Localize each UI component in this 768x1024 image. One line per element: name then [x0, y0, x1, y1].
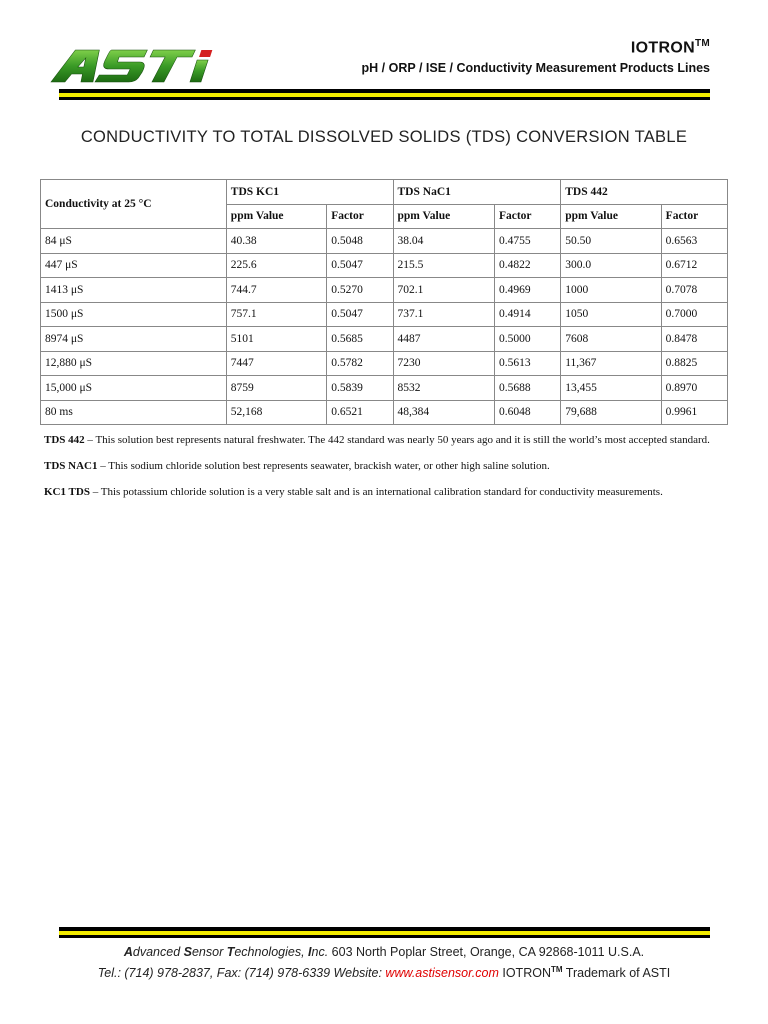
cell-kcl-factor: 0.5685 [327, 327, 393, 352]
note-kcl-tds: KC1 TDS – This potassium chloride solution is a very stable salt and is an international calibration standard for conductivity measurements. [44, 486, 663, 498]
cell-nacl-factor: 0.6048 [494, 400, 560, 425]
footer-contact-line: Tel.: (714) 978-2837, Fax: (714) 978-6339 Website: www.astisensor.com IOTRON™ Trademark of ASTI [97, 965, 671, 981]
subheader-factor: Factor [494, 204, 560, 229]
subheader-ppm: ppm Value [226, 204, 326, 229]
cell-442-ppm: 79,688 [561, 400, 661, 425]
cell-nacl-ppm: 8532 [393, 376, 494, 401]
cell-kcl-factor: 0.5047 [327, 253, 393, 278]
table-row [41, 302, 728, 327]
cell-nacl-ppm: 48,384 [393, 400, 494, 425]
cell-442-ppm: 50.50 [561, 229, 661, 254]
footer [0, 944, 768, 982]
cell-conductivity: 80 ms [41, 400, 227, 425]
footer-rule [59, 927, 710, 938]
subheader-ppm: ppm Value [393, 204, 494, 229]
brand-header [362, 38, 710, 75]
cell-kcl-ppm: 5101 [226, 327, 326, 352]
cell-conductivity: 12,880 μS [41, 351, 227, 376]
asti-logo [48, 48, 220, 84]
column-header-conductivity: Conductivity at 25 °C [41, 180, 227, 229]
cell-kcl-ppm: 225.6 [226, 253, 326, 278]
cell-kcl-factor: 0.5839 [327, 376, 393, 401]
cell-nacl-ppm: 38.04 [393, 229, 494, 254]
cell-conductivity: 1500 μS [41, 302, 227, 327]
cell-nacl-ppm: 702.1 [393, 278, 494, 303]
cell-conductivity: 447 μS [41, 253, 227, 278]
cell-442-ppm: 11,367 [561, 351, 661, 376]
cell-nacl-ppm: 4487 [393, 327, 494, 352]
cell-nacl-factor: 0.5613 [494, 351, 560, 376]
cell-442-factor: 0.8478 [661, 327, 727, 352]
cell-nacl-factor: 0.5688 [494, 376, 560, 401]
table-row [41, 376, 728, 401]
cell-nacl-ppm: 215.5 [393, 253, 494, 278]
table-group-header-row [41, 180, 728, 205]
subheader-ppm: ppm Value [561, 204, 661, 229]
subheader-factor: Factor [661, 204, 727, 229]
cell-nacl-factor: 0.4822 [494, 253, 560, 278]
group-header-tds-kcl: TDS KC1 [226, 180, 393, 205]
cell-conductivity: 8974 μS [41, 327, 227, 352]
cell-442-factor: 0.7078 [661, 278, 727, 303]
document-title: CONDUCTIVITY TO TOTAL DISSOLVED SOLIDS (TDS) CONVERSION TABLE [80, 128, 688, 146]
brand-name: IOTRON™ [630, 38, 710, 57]
cell-nacl-factor: 0.4914 [494, 302, 560, 327]
cell-442-factor: 0.9961 [661, 400, 727, 425]
group-header-tds-442: TDS 442 [561, 180, 728, 205]
cell-kcl-factor: 0.5047 [327, 302, 393, 327]
table-row [41, 278, 728, 303]
table-row [41, 400, 728, 425]
cell-442-ppm: 7608 [561, 327, 661, 352]
header-rule [59, 89, 710, 100]
cell-kcl-factor: 0.6521 [327, 400, 393, 425]
cell-kcl-ppm: 7447 [226, 351, 326, 376]
table-row [41, 229, 728, 254]
cell-442-ppm: 13,455 [561, 376, 661, 401]
table-row [41, 327, 728, 352]
cell-kcl-ppm: 757.1 [226, 302, 326, 327]
note-tds-nacl: TDS NAC1 – This sodium chloride solution best represents seawater, brackish water, or other high saline solution. [44, 460, 550, 472]
table-row [41, 253, 728, 278]
cell-442-factor: 0.8970 [661, 376, 727, 401]
cell-442-factor: 0.6563 [661, 229, 727, 254]
cell-kcl-ppm: 52,168 [226, 400, 326, 425]
footer-address-line: Advanced Sensor Technologies, Inc. 603 North Poplar Street, Orange, CA 92868-1011 U.S.A. [123, 945, 645, 959]
subheader-factor: Factor [327, 204, 393, 229]
cell-442-ppm: 1050 [561, 302, 661, 327]
table-row [41, 351, 728, 376]
cell-442-factor: 0.8825 [661, 351, 727, 376]
cell-conductivity: 15,000 μS [41, 376, 227, 401]
cell-kcl-ppm: 8759 [226, 376, 326, 401]
cell-kcl-factor: 0.5270 [327, 278, 393, 303]
cell-nacl-ppm: 737.1 [393, 302, 494, 327]
brand-subtitle: pH / ORP / ISE / Conductivity Measurement Products Lines [361, 61, 710, 76]
cell-442-factor: 0.7000 [661, 302, 727, 327]
cell-nacl-ppm: 7230 [393, 351, 494, 376]
note-tds-442: TDS 442 – This solution best represents natural freshwater. The 442 standard was nearly 50 years ago and it is still the world’s most accepted standard. [44, 434, 710, 446]
website-link[interactable]: www.astisensor.com [385, 966, 499, 981]
cell-nacl-factor: 0.5000 [494, 327, 560, 352]
cell-kcl-factor: 0.5048 [327, 229, 393, 254]
table-body [41, 229, 728, 425]
cell-442-ppm: 300.0 [561, 253, 661, 278]
cell-442-ppm: 1000 [561, 278, 661, 303]
notes-section [44, 433, 724, 511]
group-header-tds-nacl: TDS NaC1 [393, 180, 561, 205]
cell-kcl-factor: 0.5782 [327, 351, 393, 376]
cell-nacl-factor: 0.4755 [494, 229, 560, 254]
cell-nacl-factor: 0.4969 [494, 278, 560, 303]
conversion-table [40, 179, 728, 425]
cell-conductivity: 1413 μS [41, 278, 227, 303]
cell-conductivity: 84 μS [41, 229, 227, 254]
cell-kcl-ppm: 40.38 [226, 229, 326, 254]
cell-442-factor: 0.6712 [661, 253, 727, 278]
cell-kcl-ppm: 744.7 [226, 278, 326, 303]
